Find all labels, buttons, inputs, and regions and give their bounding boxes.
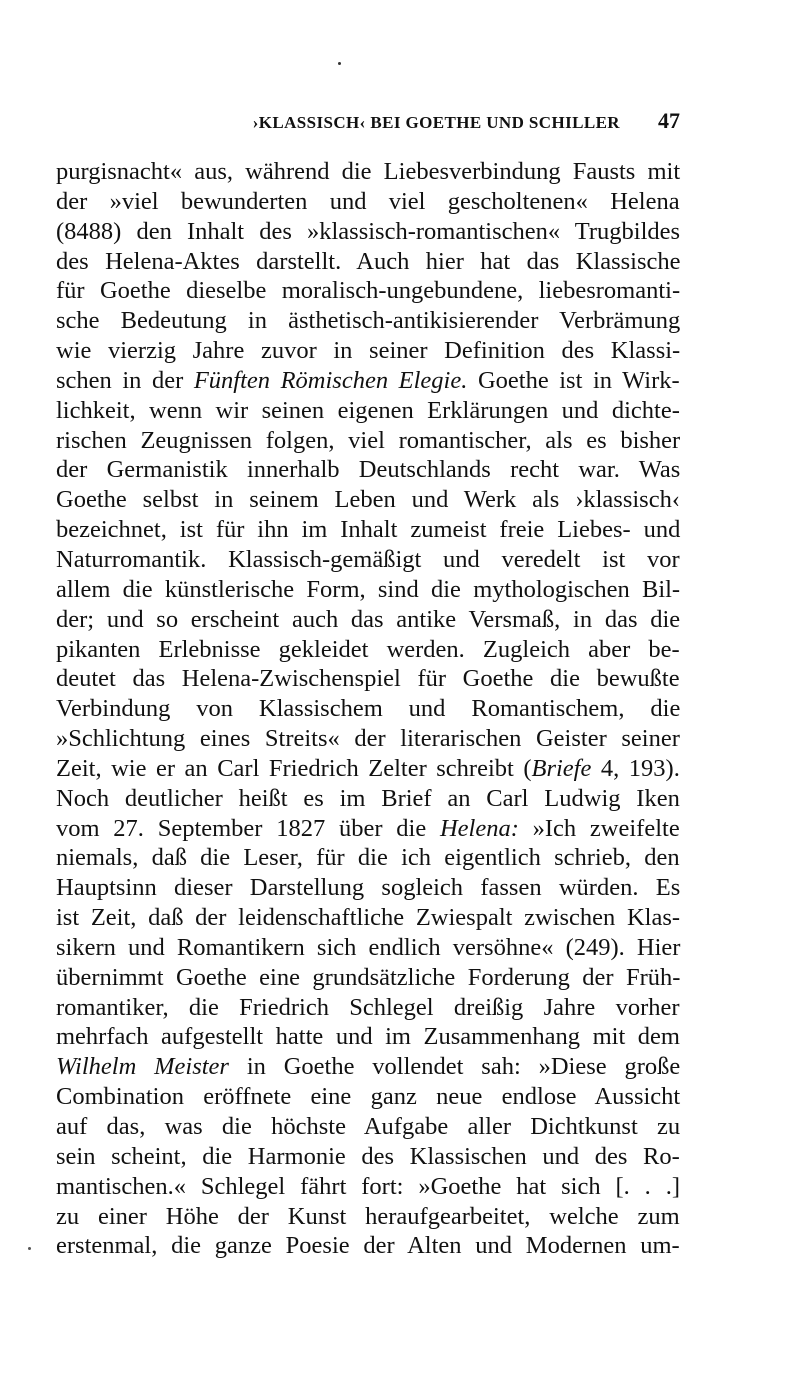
text-line [56,306,680,336]
text-segment: schen in der [56,366,194,394]
text-segment: rischen Zeugnissen folgen, viel romantischer, als es bisher [56,426,681,454]
text-segment: Goethe ist in Wirk- [467,366,680,394]
body-text [56,157,680,1261]
text-line [56,873,680,903]
text-line [56,963,680,993]
text-segment: der; und so erscheint auch das antike Versmaß, in das die [56,605,681,633]
text-line [56,754,680,784]
text-line [56,247,680,277]
text-line [56,784,680,814]
text-line [56,903,680,933]
text-line [56,1202,680,1232]
text-segment: niemals, daß die Leser, für die ich eigentlich schrieb, den [56,844,680,872]
text-line [56,1142,680,1172]
text-line [56,694,680,724]
text-segment: Naturromantik. Klassisch-gemäßigt und veredelt ist vor [56,545,680,573]
print-speck [338,62,341,65]
text-segment: bezeichnet, ist für ihn im Inhalt zumeist freie Liebes- und [56,516,681,544]
text-line [56,426,680,456]
margin-mark [28,1247,31,1250]
text-line [56,336,680,366]
text-segment: der Germanistik innerhalb Deutschlands recht war. Was [56,456,681,484]
text-line [56,276,680,306]
text-line [56,1082,680,1112]
text-segment: auf das, was die höchste Aufgabe aller Dichtkunst zu [56,1113,681,1140]
text-segment: 4, 193). [591,754,680,782]
text-segment: Combination eröffnete eine ganz neue endlose Aussicht [56,1083,681,1111]
text-segment: Noch deutlicher heißt es im Brief an Carl Ludwig Iken [56,784,680,812]
italic-title: Helena: [439,814,519,842]
text-segment: (8488) den Inhalt des »klassisch-romantischen« Trugbildes [56,217,681,245]
text-line [56,1022,680,1052]
text-line [56,366,680,396]
text-line [56,993,680,1023]
text-segment: übernimmt Goethe eine grundsätzliche Forderung der Früh- [56,963,681,991]
text-segment: Verbindung von Klassischem und Romantischem, die [56,695,681,723]
text-segment: vom 27. September 1827 über die [56,814,440,842]
text-segment: sikern und Romantikern sich endlich versöhne« (249). Hier [56,933,681,961]
text-segment: Hauptsinn dieser Darstellung sogleich fassen würden. Es [56,874,681,902]
text-segment: sein scheint, die Harmonie des Klassischen und des Ro- [56,1142,680,1170]
text-segment: für Goethe dieselbe moralisch-ungebundene, liebesromanti- [56,277,681,305]
text-segment: lichkeit, wenn wir seinen eigenen Erklärungen und dichte- [56,396,680,424]
text-line [56,515,680,545]
text-segment: sche Bedeutung in ästhetisch-antikisierender Verbrämung [56,307,681,335]
text-segment: »Ich zweifelte [518,814,680,842]
text-segment: Goethe selbst in seinem Leben und Werk als ›klassisch‹ [56,486,680,514]
running-title: ›KLASSISCH‹ BEI GOETHE UND SCHILLER [252,113,620,132]
text-line [56,843,680,873]
text-line [56,157,680,187]
text-segment: in Goethe vollendet sah: »Diese große [228,1053,681,1081]
text-segment: »Schlichtung eines Streits« der literarischen Geister seiner [56,725,680,753]
text-segment: Zeit, wie er an Carl Friedrich Zelter schreibt ( [56,754,532,782]
text-segment: erstenmal, die ganze Poesie der Alten und Modernen um- [56,1232,680,1260]
text-line [56,1052,680,1082]
text-segment: wie vierzig Jahre zuvor in seiner Definition des Klassi- [56,337,681,365]
text-segment: ist Zeit, daß der leidenschaftliche Zwiespalt zwischen Klas- [56,904,681,932]
italic-title: Fünften Römischen Elegie. [193,366,468,394]
text-segment: deutet das Helena-Zwischenspiel für Goethe die bewußte [56,665,680,693]
text-segment: pikanten Erlebnisse gekleidet werden. Zugleich aber be- [56,635,680,663]
text-line [56,187,680,217]
text-segment: purgisnacht« aus, während die Liebesverbindung Fausts mit [56,158,681,185]
text-line [56,1112,680,1142]
text-segment: der »viel bewunderten und viel gescholtenen« Helena [56,187,680,215]
text-line [56,664,680,694]
text-line [56,1172,680,1202]
text-line [56,814,680,844]
text-line [56,545,680,575]
page-number: 47 [658,108,680,133]
text-segment: zu einer Höhe der Kunst heraufgearbeitet, welche zum [56,1202,680,1230]
text-line [56,724,680,754]
text-segment: mehrfach aufgestellt hatte und im Zusammenhang mit dem [56,1023,680,1051]
text-line [56,575,680,605]
text-line [56,217,680,247]
text-segment: mantischen.« Schlegel fährt fort: »Goethe hat sich [. . .] [56,1172,680,1200]
running-header [60,108,680,134]
text-line [56,1231,680,1261]
text-line [56,933,680,963]
text-line [56,396,680,426]
text-line [56,605,680,635]
text-line [56,485,680,515]
text-segment: romantiker, die Friedrich Schlegel dreißig Jahre vorher [56,993,680,1021]
italic-title: Wilhelm Meister [56,1053,229,1081]
text-segment: des Helena-Aktes darstellt. Auch hier hat das Klassische [56,247,681,275]
text-segment: allem die künstlerische Form, sind die mythologischen Bil- [56,575,681,603]
italic-title: Briefe [531,754,592,782]
text-line [56,455,680,485]
text-line [56,635,680,665]
